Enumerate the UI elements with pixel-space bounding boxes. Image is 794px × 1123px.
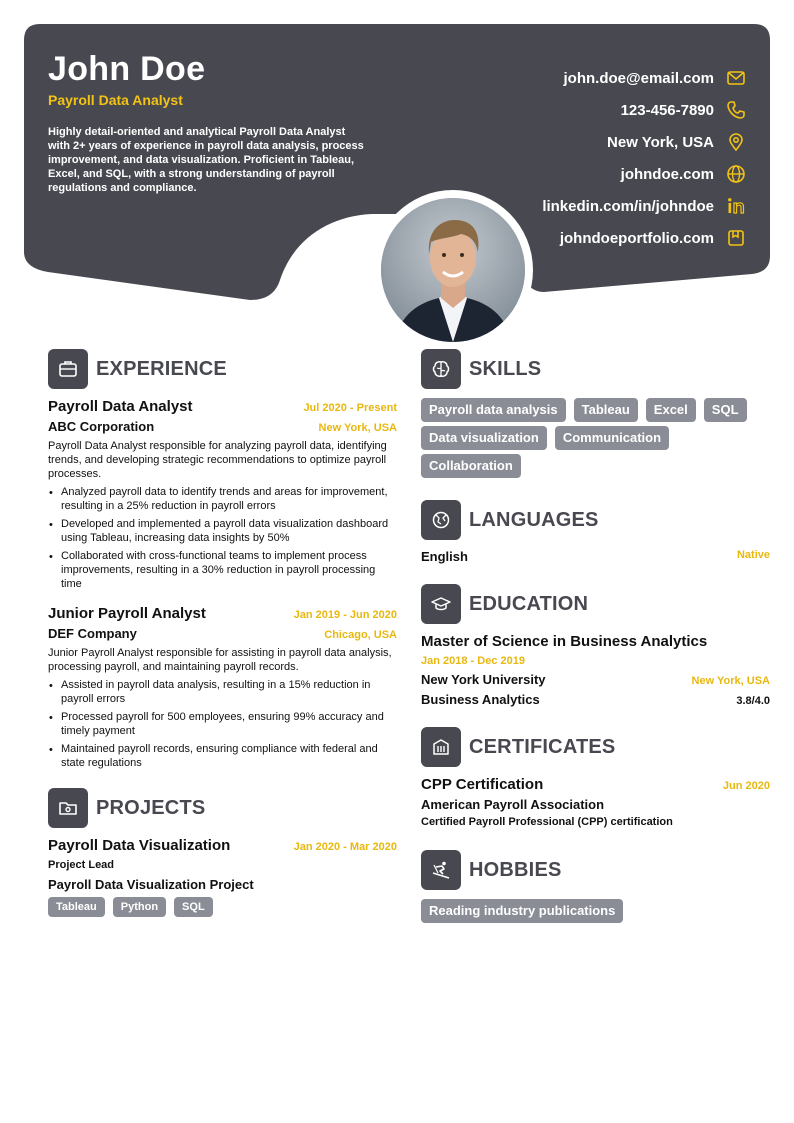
- certificate-issuer: American Payroll Association: [421, 797, 605, 812]
- avatar-frame: [373, 190, 533, 350]
- profile-summary: Highly detail-oriented and analytical Payroll Data Analyst with 2+ years of experience in payroll data analysis, process improvement, and data visualization. Proficient in Tableau, Excel, and SQL, with a strong understanding of payroll regulations and compliance.: [48, 126, 364, 194]
- experience-entry: [48, 398, 397, 591]
- briefcase-icon: [48, 349, 88, 389]
- contact-portfolio-text[interactable]: johndoeportfolio.com: [559, 229, 714, 247]
- skill-tag: Tableau: [574, 398, 638, 422]
- contact-portfolio[interactable]: [542, 222, 746, 254]
- achievement-item: • Assisted in payroll data analysis, resulting in a 15% reduction in payroll errors: [48, 678, 397, 706]
- company-name: ABC Corporation: [48, 419, 155, 434]
- project-tag: Python: [113, 897, 166, 917]
- folder-icon: [48, 788, 88, 828]
- experience-title: EXPERIENCE: [96, 357, 227, 380]
- project-title: Payroll Data Visualization: [48, 837, 231, 854]
- achievement-list: [48, 485, 397, 591]
- project-entry: [48, 837, 397, 917]
- degree-name: Master of Science in Business Analytics: [421, 633, 708, 650]
- contact-linkedin[interactable]: [542, 190, 746, 222]
- job-description: Payroll Data Analyst responsible for analyzing payroll data, identifying trends, and developing strategic recommendations to optimize payroll processes.: [48, 440, 387, 480]
- skill-tag: Data visualization: [421, 426, 547, 450]
- languages-title: LANGUAGES: [469, 508, 599, 531]
- skill-tag: Excel: [646, 398, 696, 422]
- field-of-study: Business Analytics: [421, 692, 540, 707]
- job-description: Junior Payroll Analyst responsible for assisting in payroll data analysis, processing payroll, and maintaining payroll records.: [48, 647, 392, 673]
- candidate-name: John Doe: [48, 50, 206, 88]
- project-tag: SQL: [174, 897, 213, 917]
- education-title: EDUCATION: [469, 592, 589, 615]
- institution-icon: [421, 727, 461, 767]
- language-level: Native: [736, 549, 770, 561]
- resume-header: [24, 24, 770, 342]
- achievement-item: • Collaborated with cross-functional teams to implement process improvements, resulting in a 30% reduction in payroll processing time: [48, 549, 397, 591]
- project-name: Payroll Data Visualization Project: [48, 877, 254, 892]
- education-section-header: [421, 584, 770, 624]
- hobby-tag: Reading industry publications: [421, 899, 623, 923]
- projects-title: PROJECTS: [96, 796, 206, 819]
- brain-icon: [421, 349, 461, 389]
- project-tag: Tableau: [48, 897, 105, 917]
- company-name: DEF Company: [48, 626, 137, 641]
- achievement-item: • Processed payroll for 500 employees, ensuring 99% accuracy and timely payment: [48, 710, 397, 738]
- contact-phone[interactable]: [542, 94, 746, 126]
- school-name: New York University: [421, 672, 546, 687]
- candidate-role: Payroll Data Analyst: [48, 92, 183, 108]
- certificates-section-header: [421, 727, 770, 767]
- experience-entry: [48, 605, 397, 770]
- job-dates: Jul 2020 - Present: [303, 402, 397, 414]
- skiing-icon: [421, 850, 461, 890]
- linkedin-icon: [726, 196, 746, 216]
- skill-tag: Payroll data analysis: [421, 398, 566, 422]
- portfolio-icon: [726, 228, 746, 248]
- phone-icon: [726, 100, 746, 120]
- skill-tag: Collaboration: [421, 454, 521, 478]
- contact-linkedin-text[interactable]: linkedin.com/in/johndoe: [542, 197, 714, 215]
- achievement-list: [48, 678, 397, 770]
- contact-list: [542, 62, 746, 254]
- language-item: [421, 549, 770, 564]
- language-globe-icon: [421, 500, 461, 540]
- education-entry: [421, 633, 770, 707]
- skill-tag: Communication: [555, 426, 669, 450]
- project-tags: [48, 897, 397, 917]
- education-dates: Jan 2018 - Dec 2019: [421, 655, 525, 667]
- certificate-date: Jun 2020: [722, 780, 770, 792]
- left-column: [48, 349, 397, 927]
- contact-location-text: New York, USA: [607, 133, 714, 151]
- achievement-item: • Analyzed payroll data to identify trends and areas for improvement, resulting in a 25% reduction in payroll errors: [48, 485, 397, 513]
- job-location: Chicago, USA: [324, 629, 397, 641]
- avatar: [381, 198, 525, 342]
- hobbies-section-header: [421, 850, 770, 890]
- contact-website-text[interactable]: johndoe.com: [620, 165, 714, 183]
- job-location: New York, USA: [318, 422, 397, 434]
- gpa: 3.8/4.0: [736, 695, 770, 707]
- job-title: Payroll Data Analyst: [48, 398, 193, 415]
- skill-list: [421, 398, 761, 482]
- experience-section-header: [48, 349, 397, 389]
- skills-section-header: [421, 349, 770, 389]
- language-name: English: [421, 549, 468, 564]
- achievement-item: • Maintained payroll records, ensuring compliance with federal and state regulations: [48, 742, 397, 770]
- contact-email-text[interactable]: john.doe@email.com: [563, 69, 714, 87]
- contact-website[interactable]: [542, 158, 746, 190]
- hobby-list: [421, 899, 761, 927]
- graduation-cap-icon: [421, 584, 461, 624]
- school-location: New York, USA: [691, 675, 770, 687]
- certificate-description: Certified Payroll Professional (CPP) certification: [421, 816, 673, 828]
- certificate-name: CPP Certification: [421, 776, 544, 793]
- skill-tag: SQL: [704, 398, 747, 422]
- job-title: Junior Payroll Analyst: [48, 605, 206, 622]
- right-column: [421, 349, 770, 945]
- skills-title: SKILLS: [469, 357, 542, 380]
- contact-phone-text[interactable]: 123-456-7890: [620, 101, 714, 119]
- globe-icon: [726, 164, 746, 184]
- certificates-title: CERTIFICATES: [469, 735, 616, 758]
- mail-icon: [726, 68, 746, 88]
- contact-email[interactable]: [542, 62, 746, 94]
- hobbies-title: HOBBIES: [469, 858, 562, 881]
- certificate-entry: [421, 776, 770, 828]
- project-dates: Jan 2020 - Mar 2020: [293, 841, 397, 853]
- achievement-item: • Developed and implemented a payroll data visualization dashboard using Tableau, increasing data insights by 50%: [48, 517, 397, 545]
- projects-section-header: [48, 788, 397, 828]
- languages-section-header: [421, 500, 770, 540]
- job-dates: Jan 2019 - Jun 2020: [293, 609, 397, 621]
- contact-location: [542, 126, 746, 158]
- project-role: Project Lead: [48, 859, 115, 871]
- location-pin-icon: [726, 132, 746, 152]
